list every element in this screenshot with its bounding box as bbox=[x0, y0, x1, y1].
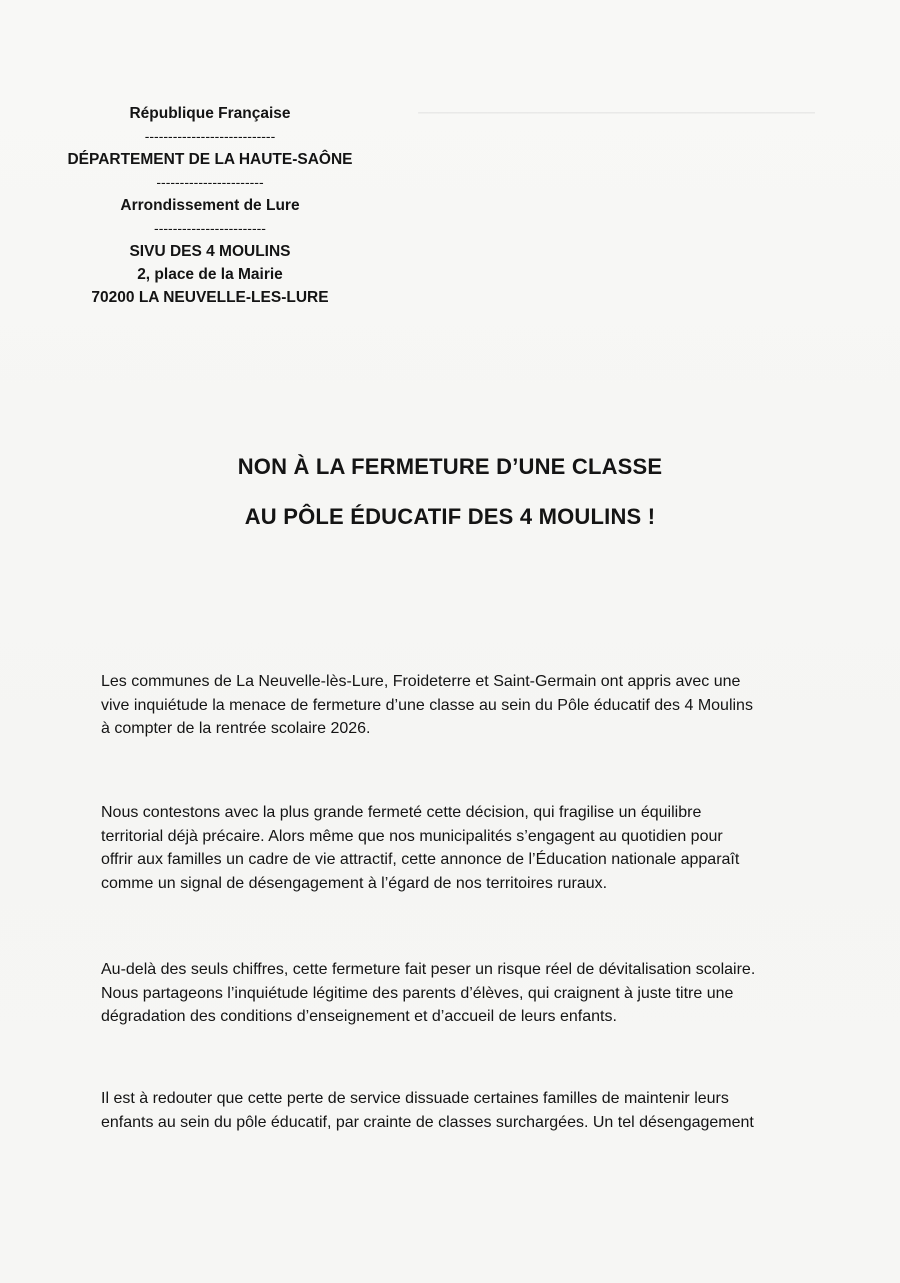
paragraph-3 bbox=[101, 958, 801, 1029]
separator-line: ------------------------ bbox=[154, 220, 266, 236]
paragraph-line: dégradation des conditions d’enseignement et d’accueil de leurs enfants. bbox=[101, 1008, 617, 1025]
title-line-1: NON À LA FERMETURE D’UNE CLASSE bbox=[237, 454, 663, 479]
paragraph-line: enfants au sein du pôle éducatif, par crainte de classes surchargées. Un tel désengagement bbox=[101, 1113, 754, 1131]
title-line-2: AU PÔLE ÉDUCATIF DES 4 MOULINS ! bbox=[244, 504, 656, 529]
paragraph-line: à compter de la rentrée scolaire 2026. bbox=[101, 720, 371, 737]
republic-label: République Française bbox=[129, 105, 291, 122]
paragraph-line: territorial déjà précaire. Alors même que nos municipalités s’engagent au quotidien pour bbox=[101, 827, 723, 845]
paragraph-line: offrir aux familles un cadre de vie attractif, cette annonce de l’Éducation nationale apparaît bbox=[101, 851, 740, 868]
paragraph-line: comme un signal de désengagement à l’égard de nos territoires ruraux. bbox=[101, 874, 608, 892]
paragraph-2 bbox=[101, 801, 801, 895]
sivu-name: SIVU DES 4 MOULINS bbox=[129, 243, 291, 260]
paragraph-line: Au-delà des seuls chiffres, cette fermeture fait peser un risque réel de dévitalisation scolaire. bbox=[101, 961, 756, 978]
address-line-1: 2, place de la Mairie bbox=[137, 266, 283, 283]
paragraph-line: vive inquiétude la menace de fermeture d’une classe au sein du Pôle éducatif des 4 Moulins bbox=[101, 696, 753, 714]
paragraph-line: Nous contestons avec la plus grande fermeté cette décision, qui fragilise un équilibre bbox=[101, 804, 702, 821]
address-line-2: 70200 LA NEUVELLE-LES-LURE bbox=[91, 289, 329, 306]
separator-line: ---------------------------- bbox=[144, 128, 276, 144]
paragraph-line: Nous partageons l’inquiétude légitime des parents d’élèves, qui craignent à juste titre une bbox=[101, 984, 734, 1002]
department-label: DÉPARTEMENT DE LA HAUTE-SAÔNE bbox=[67, 151, 353, 168]
separator-line: ----------------------- bbox=[156, 174, 264, 190]
document-title bbox=[0, 452, 900, 552]
paragraph-line: Les communes de La Neuvelle-lès-Lure, Froideterre et Saint-Germain ont appris avec une bbox=[101, 673, 741, 690]
paragraph-line: Il est à redouter que cette perte de service dissuade certaines familles de maintenir leurs bbox=[101, 1090, 729, 1107]
letterhead bbox=[60, 102, 360, 309]
show-through-texture: ──────────────────────────────────────── bbox=[418, 104, 815, 120]
paragraph-4 bbox=[101, 1087, 801, 1134]
paragraph-1 bbox=[101, 670, 801, 741]
arrondissement-label: Arrondissement de Lure bbox=[120, 197, 300, 214]
